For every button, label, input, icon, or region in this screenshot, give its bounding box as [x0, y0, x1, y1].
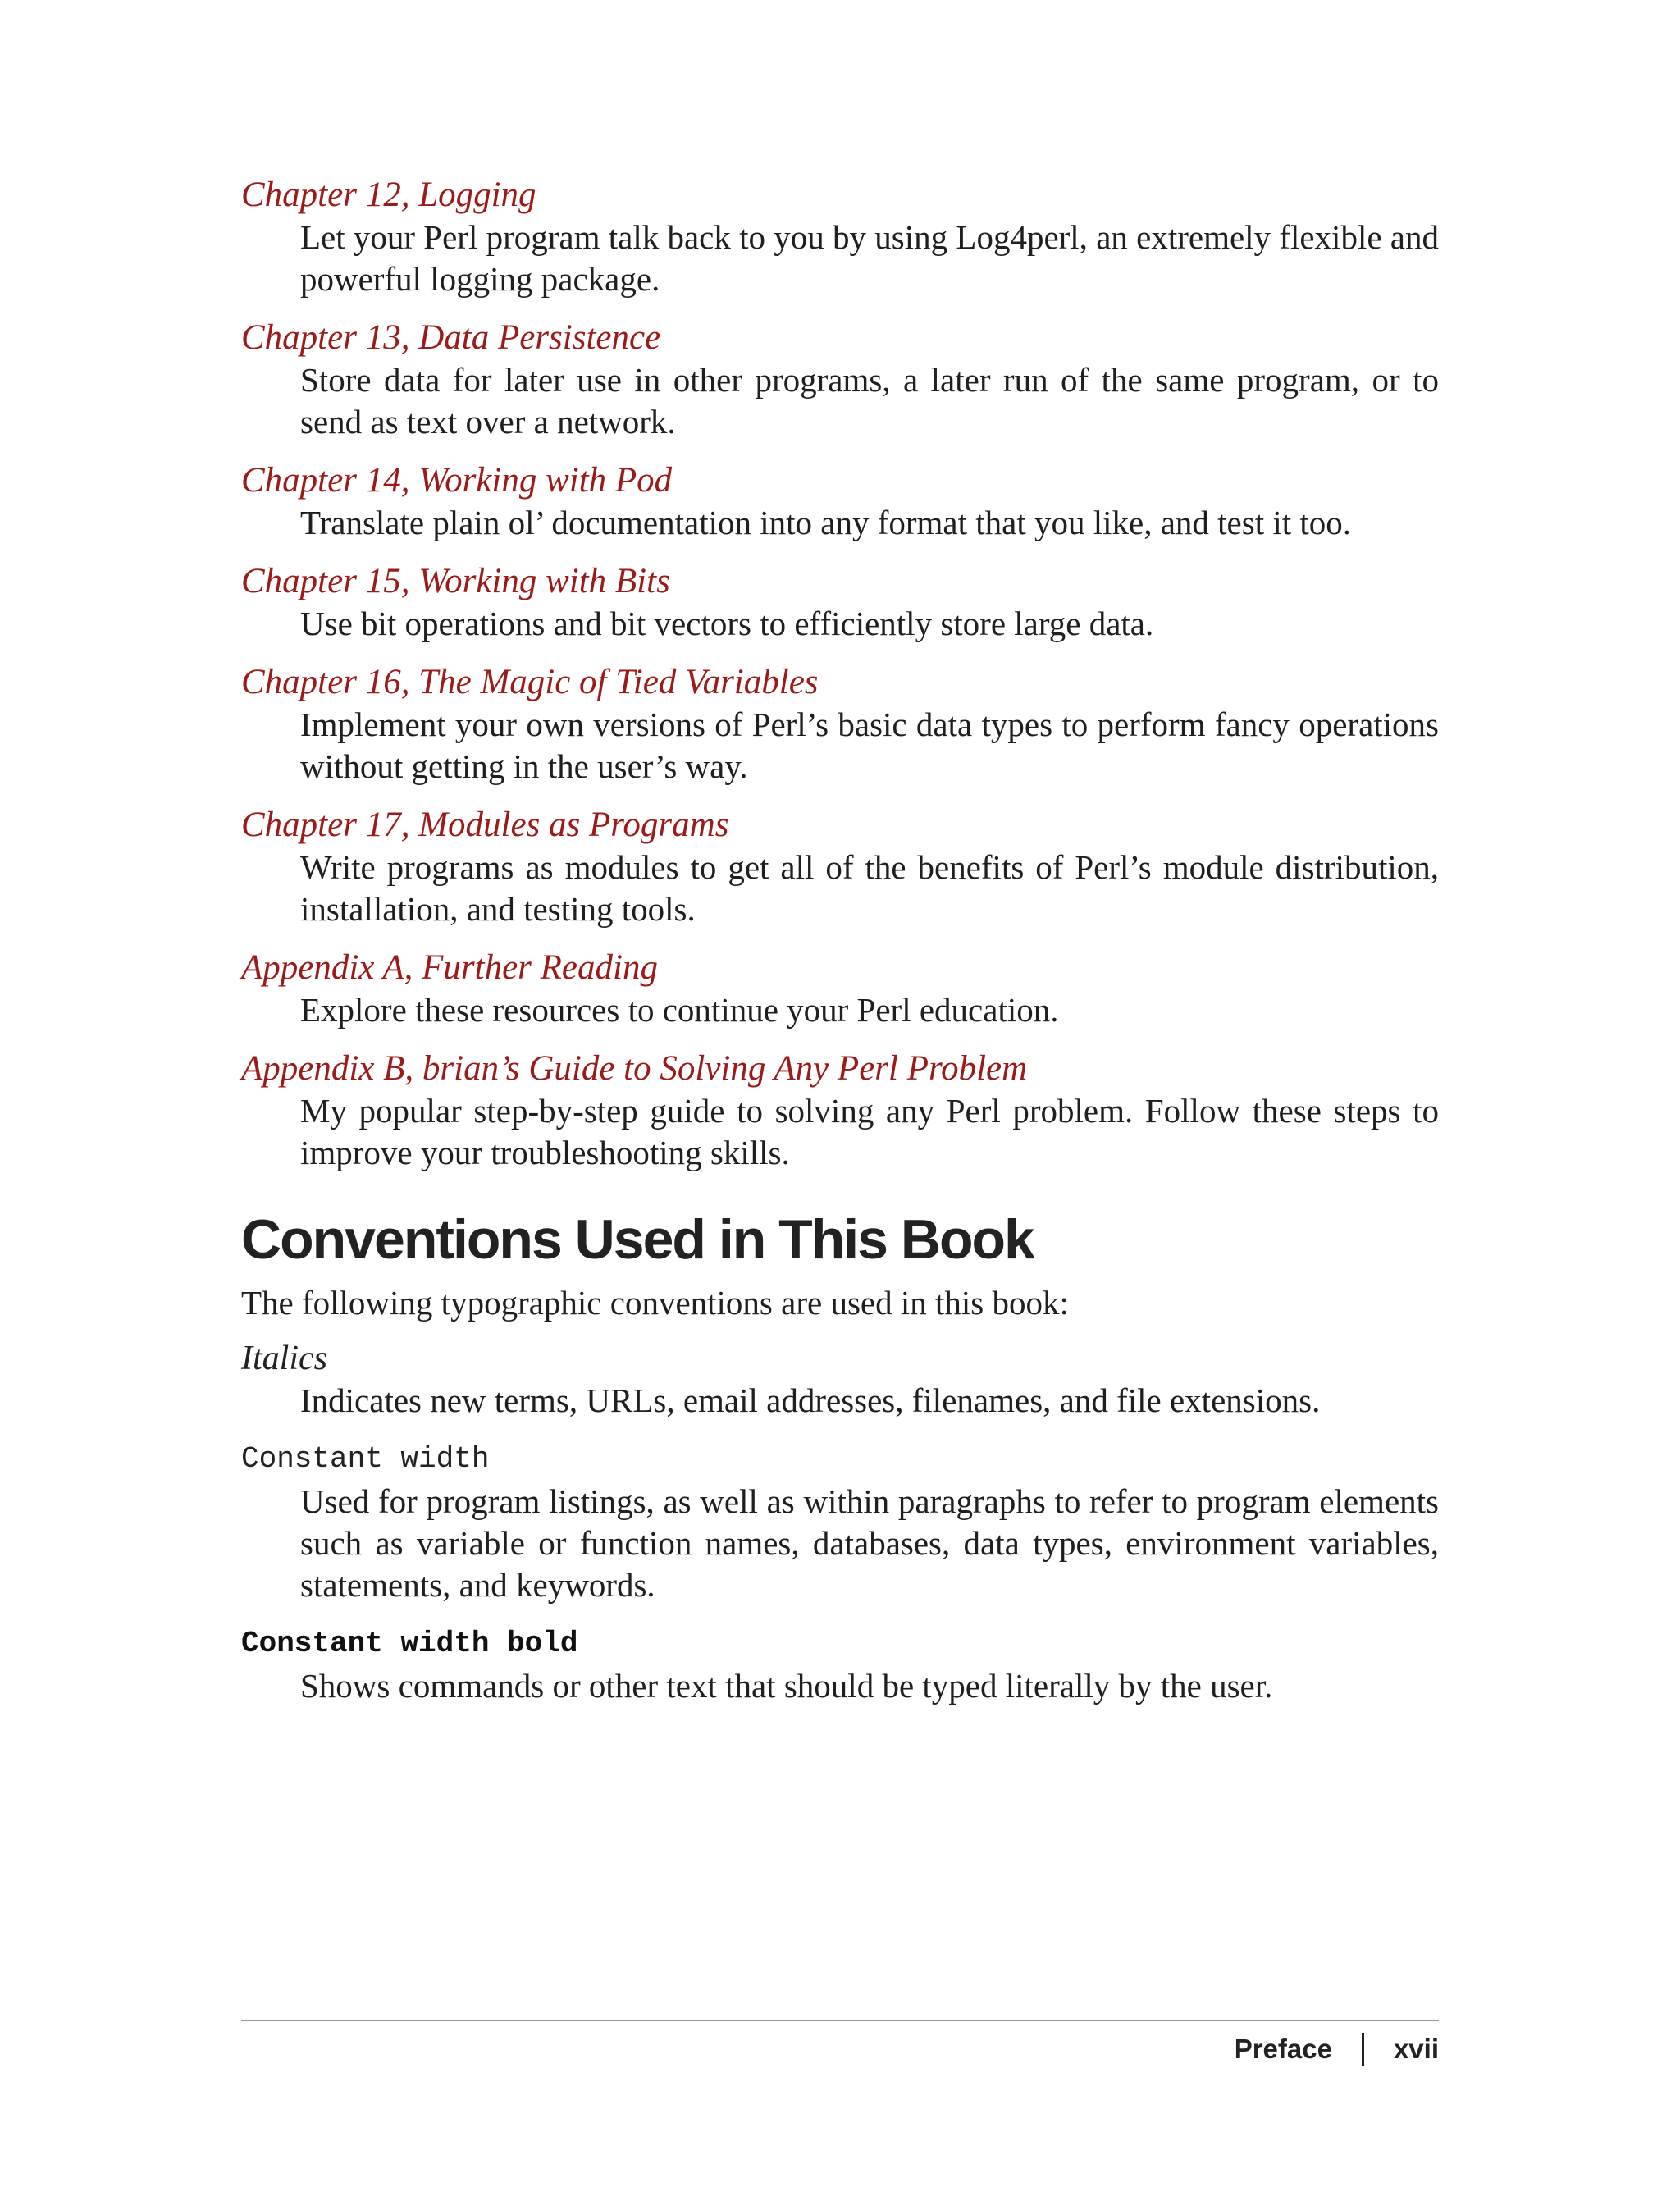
footer-separator: [1362, 2033, 1364, 2066]
appendix-title: Appendix B, brian’s Guide to Solving Any Perl Problem: [241, 1049, 1028, 1088]
chapter-entry: [241, 174, 1439, 300]
appendix-title: Appendix A, Further Reading: [241, 948, 658, 987]
page-number: xvii: [1393, 2034, 1439, 2064]
convention-term-constant-width: Constant width: [241, 1442, 490, 1476]
appendix-entry: [241, 947, 1439, 1031]
chapter-description: Let your Perl program talk back to you by using Log4perl, an extremely flexible and powerful logging package.: [300, 218, 1439, 298]
chapter-title: Chapter 13, Data Persistence: [241, 318, 661, 357]
chapter-description: Use bit operations and bit vectors to efficiently store large data.: [300, 605, 1154, 642]
chapter-description: Write programs as modules to get all of the benefits of Perl’s module distribution, installation, and testing tools.: [300, 848, 1439, 928]
chapter-description: Translate plain ol’ documentation into any format that you like, and test it too.: [300, 504, 1352, 541]
section-intro: The following typographic conventions are used in this book:: [241, 1284, 1069, 1322]
chapter-entry: [241, 804, 1439, 930]
convention-description: Shows commands or other text that should be typed literally by the user.: [300, 1667, 1273, 1705]
section-heading: Conventions Used in This Book: [241, 1208, 1034, 1271]
chapter-title: Chapter 15, Working with Bits: [241, 562, 670, 600]
page-footer: [1235, 2031, 1439, 2067]
footer-section-label: Preface: [1234, 2034, 1332, 2064]
chapter-entry: [241, 661, 1439, 788]
chapter-entry: [241, 459, 1439, 544]
appendix-description: My popular step-by-step guide to solving any Perl problem. Follow these steps to improve your troubleshooting skills.: [300, 1092, 1439, 1171]
convention-description: Used for program listings, as well as within paragraphs to refer to program elements such as variable or function names, databases, data types, environment variables, statements, and keywords.: [300, 1482, 1439, 1604]
chapter-title: Chapter 16, The Magic of Tied Variables: [241, 663, 819, 701]
appendix-entry: [241, 1048, 1439, 1174]
convention-term-constant-width-bold: Constant width bold: [241, 1627, 578, 1660]
page-content: [241, 174, 1439, 1723]
chapter-entry: [241, 560, 1439, 645]
chapter-title: Chapter 12, Logging: [241, 176, 536, 214]
chapter-description: Implement your own versions of Perl’s basic data types to perform fancy operations without getting in the user’s way.: [300, 705, 1439, 785]
convention-term-italics: Italics: [241, 1340, 327, 1377]
convention-entry: [241, 1438, 1439, 1606]
chapter-title: Chapter 17, Modules as Programs: [241, 806, 729, 844]
convention-entry: [241, 1337, 1439, 1422]
appendix-description: Explore these resources to continue your Perl education.: [300, 991, 1059, 1029]
footer-rule: [241, 2020, 1439, 2021]
chapter-entry: [241, 317, 1439, 443]
chapter-description: Store data for later use in other programs, a later run of the same program, or to send as text over a network.: [300, 361, 1439, 441]
convention-description: Indicates new terms, URLs, email addresses, filenames, and file extensions.: [300, 1381, 1321, 1419]
convention-entry: [241, 1623, 1439, 1707]
chapter-title: Chapter 14, Working with Pod: [241, 461, 673, 500]
